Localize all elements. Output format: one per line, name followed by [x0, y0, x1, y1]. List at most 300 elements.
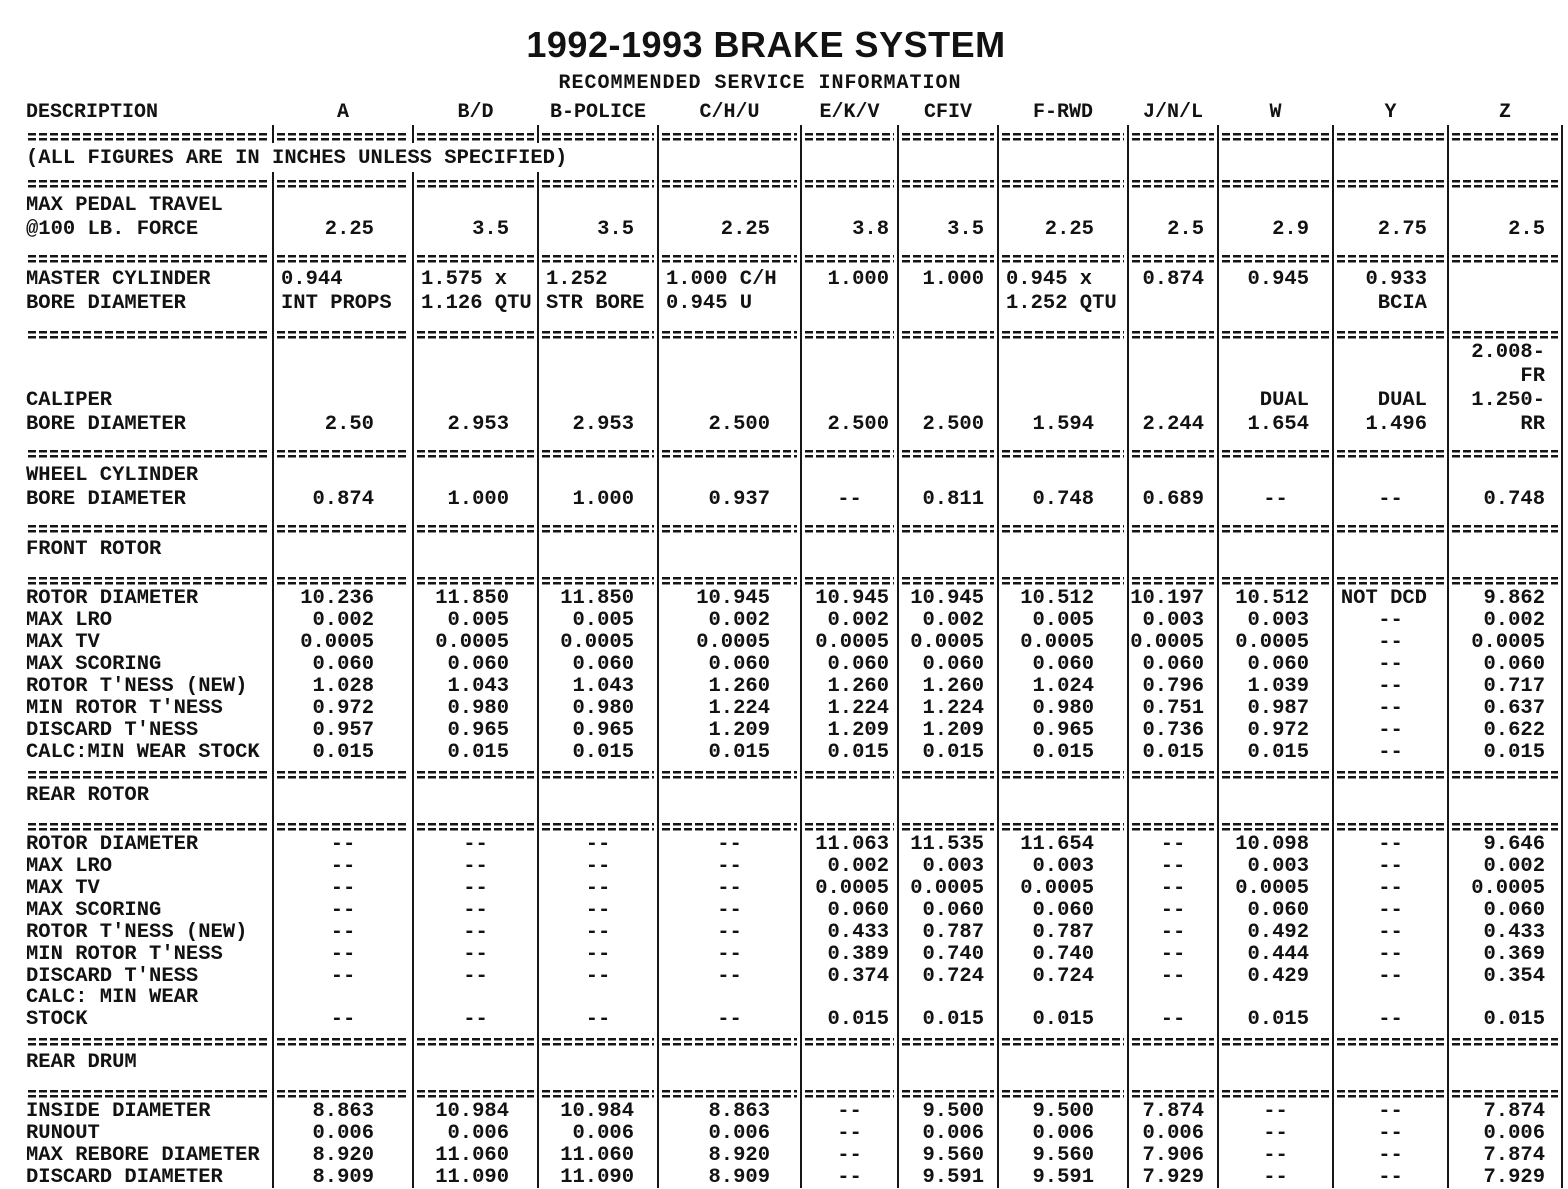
row-label: MASTER CYLINDER BORE DIAMETER — [26, 268, 211, 315]
cell-value: -- — [1333, 899, 1448, 921]
cell-value: 0.945 x 1.252 QTU — [998, 265, 1128, 323]
cell-value: 0.015 — [801, 987, 898, 1030]
cell-value: -- — [413, 899, 538, 921]
cell-value: 0.444 — [1218, 943, 1333, 965]
cell-value: -- — [538, 965, 658, 987]
empty-cell — [898, 535, 998, 569]
cell-value: 9.500 — [898, 1100, 998, 1122]
cell-value: 0.389 — [801, 943, 898, 965]
cell-value: 1.209 — [801, 719, 898, 741]
separator-dashes — [538, 1030, 658, 1048]
separator-dashes — [538, 323, 658, 341]
cell-value: -- — [273, 899, 413, 921]
section-title: REAR DRUM — [26, 1051, 137, 1074]
empty-cell — [658, 143, 801, 172]
cell-value: 10.197 — [1128, 587, 1218, 609]
separator-dashes — [658, 125, 801, 143]
cell-value: 0.015 — [1218, 987, 1333, 1030]
cell-value: 0.0005 — [801, 877, 898, 899]
separator-dashes — [1218, 815, 1333, 833]
cell-value: 0.0005 — [1128, 631, 1218, 653]
cell-value: 2.5 — [1128, 190, 1218, 247]
table-row — [25, 653, 1562, 675]
cell-value: 7.874 — [1448, 1144, 1562, 1166]
separator-dashes — [1448, 442, 1562, 460]
cell-value: 1.209 — [658, 719, 801, 741]
cell-value: 9.862 — [1448, 587, 1562, 609]
table-row — [25, 609, 1562, 631]
cell-value: 3.8 — [801, 190, 898, 247]
empty-cell — [1333, 781, 1448, 815]
separator-dashes — [898, 517, 998, 535]
brake-spec-table — [25, 94, 1563, 1188]
row-label: MAX SCORING — [26, 652, 162, 676]
separator-dashes — [1333, 569, 1448, 587]
cell-value: 1.000 — [413, 460, 538, 517]
cell-value: -- — [413, 877, 538, 899]
cell-value: 1.028 — [273, 675, 413, 697]
separator-dashes — [273, 442, 413, 460]
page-title: 1992-1993 BRAKE SYSTEM — [526, 24, 1006, 65]
cell-value: 3.5 — [538, 190, 658, 247]
cell-value: 0.006 — [1448, 1122, 1562, 1144]
separator-dashes — [998, 763, 1128, 781]
table-row — [25, 899, 1562, 921]
separator-dashes — [538, 172, 658, 190]
separator-dashes — [898, 247, 998, 265]
row-label: MAX LRO — [26, 608, 113, 632]
table-row — [25, 323, 1562, 341]
separator-dashes — [273, 125, 413, 143]
cell-value: 0.003 — [998, 855, 1128, 877]
separator-dashes — [998, 125, 1128, 143]
table-row — [25, 1122, 1562, 1144]
separator-dashes — [1218, 125, 1333, 143]
cell-value: 2.25 — [273, 190, 413, 247]
separator-dashes — [801, 569, 898, 587]
cell-value: 11.535 — [898, 833, 998, 855]
separator-dashes — [898, 569, 998, 587]
separator-dashes — [801, 815, 898, 833]
cell-value: -- — [1128, 899, 1218, 921]
cell-value: 0.717 — [1448, 675, 1562, 697]
table-row — [25, 442, 1562, 460]
separator-dashes — [898, 172, 998, 190]
column-header: A — [336, 101, 349, 124]
separator-dashes — [1128, 763, 1218, 781]
cell-value: 0.0005 — [998, 631, 1128, 653]
cell-value: -- — [1333, 921, 1448, 943]
separator-dashes — [801, 1030, 898, 1048]
separator-dashes — [1218, 323, 1333, 341]
cell-value: 0.060 — [538, 653, 658, 675]
cell-value: 8.863 — [273, 1100, 413, 1122]
cell-value: -- — [801, 1144, 898, 1166]
cell-value: NOT DCD — [1333, 587, 1448, 609]
cell-value: 2.50 — [273, 341, 413, 442]
separator-dashes — [413, 815, 538, 833]
cell-value: -- — [413, 965, 538, 987]
empty-cell — [801, 781, 898, 815]
cell-value: -- — [1333, 697, 1448, 719]
separator-dashes — [1218, 247, 1333, 265]
separator-dashes — [273, 1082, 413, 1100]
table-row — [25, 781, 1562, 815]
separator-dashes — [801, 763, 898, 781]
cell-value: -- — [658, 877, 801, 899]
empty-cell — [1128, 781, 1218, 815]
cell-value: 0.811 — [898, 460, 998, 517]
cell-value: 11.060 — [413, 1144, 538, 1166]
separator-dashes — [25, 763, 273, 781]
column-header: J/N/L — [1142, 101, 1203, 124]
cell-value: 0.944 INT PROPS — [273, 265, 413, 323]
cell-value: 2.25 — [658, 190, 801, 247]
table-row — [25, 833, 1562, 855]
separator-dashes — [538, 125, 658, 143]
cell-value: 1.000 — [538, 460, 658, 517]
separator-dashes — [538, 815, 658, 833]
cell-value: 7.874 — [1448, 1100, 1562, 1122]
cell-value: -- — [1218, 1100, 1333, 1122]
cell-value: 1.252 STR BORE — [538, 265, 658, 323]
cell-value: 0.060 — [1448, 653, 1562, 675]
cell-value: 0.002 — [1448, 855, 1562, 877]
cell-value: 9.560 — [998, 1144, 1128, 1166]
cell-value: -- — [1128, 921, 1218, 943]
cell-value: 0.0005 — [898, 877, 998, 899]
separator-dashes — [658, 569, 801, 587]
cell-value: 0.006 — [658, 1122, 801, 1144]
cell-value: -- — [1333, 1122, 1448, 1144]
cell-value: 1.224 — [658, 697, 801, 719]
empty-cell — [898, 143, 998, 172]
cell-value: -- — [1218, 1144, 1333, 1166]
cell-value: 0.492 — [1218, 921, 1333, 943]
empty-cell — [1448, 781, 1562, 815]
separator-dashes — [658, 442, 801, 460]
table-row — [25, 1082, 1562, 1100]
cell-value: -- — [1333, 675, 1448, 697]
cell-value: 2.244 — [1128, 341, 1218, 442]
column-header: E/K/V — [819, 101, 880, 124]
separator-dashes — [658, 323, 801, 341]
separator-dashes — [413, 442, 538, 460]
cell-value: 0.060 — [898, 653, 998, 675]
empty-cell — [538, 535, 658, 569]
separator-dashes — [25, 125, 273, 143]
cell-value: 0.0005 — [273, 631, 413, 653]
table-row — [25, 460, 1562, 517]
cell-value: 2.953 — [538, 341, 658, 442]
cell-value: 0.0005 — [898, 631, 998, 653]
cell-value: 0.980 — [538, 697, 658, 719]
column-header: B-POLICE — [549, 101, 646, 124]
separator-dashes — [413, 172, 538, 190]
cell-value: -- — [1128, 855, 1218, 877]
cell-value: 0.060 — [1218, 653, 1333, 675]
separator-dashes — [413, 125, 538, 143]
cell-value: 0.0005 — [658, 631, 801, 653]
separator-dashes — [273, 815, 413, 833]
cell-value: 7.874 — [1128, 1100, 1218, 1122]
cell-value: 0.787 — [998, 921, 1128, 943]
cell-value: -- — [801, 1122, 898, 1144]
separator-dashes — [538, 763, 658, 781]
cell-value: 0.006 — [538, 1122, 658, 1144]
cell-value: -- — [538, 899, 658, 921]
separator-dashes — [273, 172, 413, 190]
separator-dashes — [1218, 442, 1333, 460]
table-row — [25, 631, 1562, 653]
cell-value: -- — [1128, 833, 1218, 855]
table-row — [25, 815, 1562, 833]
separator-dashes — [413, 517, 538, 535]
cell-value: 9.500 — [998, 1100, 1128, 1122]
cell-value: -- — [413, 921, 538, 943]
cell-value: 1.260 — [898, 675, 998, 697]
cell-value: 0.060 — [801, 899, 898, 921]
cell-value: -- — [1218, 460, 1333, 517]
separator-dashes — [898, 442, 998, 460]
empty-cell — [1128, 1048, 1218, 1082]
separator-dashes — [1128, 442, 1218, 460]
cell-value: -- — [1218, 1166, 1333, 1188]
cell-value: 11.850 — [413, 587, 538, 609]
cell-value: 0.787 — [898, 921, 998, 943]
table-row — [25, 877, 1562, 899]
cell-value: 3.5 — [413, 190, 538, 247]
cell-value: 0.980 — [413, 697, 538, 719]
cell-value: 0.937 — [658, 460, 801, 517]
row-label: MAX TV — [26, 630, 100, 654]
row-label: WHEEL CYLINDER BORE DIAMETER — [26, 464, 199, 511]
separator-dashes — [538, 569, 658, 587]
cell-value: 0.060 — [1448, 899, 1562, 921]
cell-value: -- — [658, 855, 801, 877]
cell-value: 0.002 — [801, 855, 898, 877]
empty-cell — [1333, 535, 1448, 569]
cell-value: 9.560 — [898, 1144, 998, 1166]
separator-dashes — [1128, 172, 1218, 190]
table-row — [25, 1144, 1562, 1166]
cell-value: 0.060 — [998, 653, 1128, 675]
table-row — [25, 190, 1562, 247]
cell-value: 0.060 — [1218, 899, 1333, 921]
cell-value: 10.945 — [658, 587, 801, 609]
cell-value: 0.015 — [998, 987, 1128, 1030]
separator-dashes — [1448, 815, 1562, 833]
empty-cell — [1128, 143, 1218, 172]
table-row — [25, 94, 1562, 125]
separator-dashes — [413, 1082, 538, 1100]
cell-value: 0.748 — [998, 460, 1128, 517]
cell-value: 0.972 — [1218, 719, 1333, 741]
table-row — [25, 987, 1562, 1030]
cell-value: -- — [1333, 987, 1448, 1030]
cell-value: 10.945 — [898, 587, 998, 609]
separator-dashes — [1218, 517, 1333, 535]
cell-value: 0.933 BCIA — [1333, 265, 1448, 323]
empty-cell — [413, 1048, 538, 1082]
column-header: W — [1269, 101, 1282, 124]
cell-value: -- — [1128, 943, 1218, 965]
section-title: REAR ROTOR — [26, 784, 150, 807]
separator-dashes — [898, 815, 998, 833]
cell-value: 0.748 — [1448, 460, 1562, 517]
row-label: MAX REBORE DIAMETER — [26, 1143, 260, 1167]
separator-dashes — [1333, 1030, 1448, 1048]
separator-dashes — [1333, 323, 1448, 341]
cell-value: 0.987 — [1218, 697, 1333, 719]
cell-value: -- — [1333, 609, 1448, 631]
separator-dashes — [1128, 815, 1218, 833]
separator-dashes — [658, 815, 801, 833]
cell-value: 0.060 — [1128, 653, 1218, 675]
cell-value: 0.751 — [1128, 697, 1218, 719]
cell-value: 11.060 — [538, 1144, 658, 1166]
cell-value: 0.015 — [1448, 987, 1562, 1030]
row-label: MAX LRO — [26, 854, 113, 878]
column-header: Z — [1498, 101, 1511, 124]
table-row — [25, 1166, 1562, 1188]
cell-value: 0.060 — [998, 899, 1128, 921]
cell-value: 9.591 — [998, 1166, 1128, 1188]
empty-cell — [1128, 535, 1218, 569]
separator-dashes — [25, 442, 273, 460]
cell-value: 10.512 — [1218, 587, 1333, 609]
separator-dashes — [801, 442, 898, 460]
column-header: F-RWD — [1032, 101, 1093, 124]
separator-dashes — [898, 763, 998, 781]
separator-dashes — [1128, 517, 1218, 535]
cell-value: -- — [1333, 741, 1448, 763]
cell-value: 0.015 — [658, 741, 801, 763]
cell-value: 0.015 — [1448, 741, 1562, 763]
separator-dashes — [658, 247, 801, 265]
empty-cell — [998, 143, 1128, 172]
separator-dashes — [25, 247, 273, 265]
separator-dashes — [1448, 172, 1562, 190]
cell-value: -- — [1333, 1100, 1448, 1122]
cell-value: DUAL 1.654 — [1218, 341, 1333, 442]
separator-dashes — [1128, 569, 1218, 587]
empty-cell — [898, 781, 998, 815]
separator-dashes — [1448, 323, 1562, 341]
cell-value: 1.000 — [801, 265, 898, 323]
separator-dashes — [1218, 1030, 1333, 1048]
separator-dashes — [25, 517, 273, 535]
cell-value: 2.500 — [801, 341, 898, 442]
cell-value: 0.689 — [1128, 460, 1218, 517]
separator-dashes — [998, 323, 1128, 341]
table-row — [25, 125, 1562, 143]
separator-dashes — [1333, 247, 1448, 265]
units-note: (ALL FIGURES ARE IN INCHES UNLESS SPECIFIED) — [26, 147, 568, 170]
table-row — [25, 921, 1562, 943]
separator-dashes — [898, 323, 998, 341]
cell-value: 0.002 — [658, 609, 801, 631]
separator-dashes — [273, 569, 413, 587]
cell-value: -- — [1333, 833, 1448, 855]
cell-value: 0.015 — [538, 741, 658, 763]
cell-value: 0.015 — [273, 741, 413, 763]
cell-value: 0.006 — [413, 1122, 538, 1144]
cell-value: 0.015 — [801, 741, 898, 763]
empty-cell — [273, 1048, 413, 1082]
cell-value: 0.006 — [273, 1122, 413, 1144]
column-header: DESCRIPTION — [26, 101, 159, 124]
empty-cell — [1218, 781, 1333, 815]
separator-dashes — [801, 1082, 898, 1100]
separator-dashes — [1333, 1082, 1448, 1100]
cell-value: 7.929 — [1448, 1166, 1562, 1188]
separator-dashes — [538, 517, 658, 535]
row-label: ROTOR T'NESS (NEW) — [26, 674, 248, 698]
cell-value: 0.0005 — [801, 631, 898, 653]
separator-dashes — [998, 815, 1128, 833]
cell-value: -- — [273, 987, 413, 1030]
separator-dashes — [25, 172, 273, 190]
cell-value: 0.0005 — [998, 877, 1128, 899]
cell-value: -- — [538, 987, 658, 1030]
cell-value: 11.090 — [413, 1166, 538, 1188]
cell-value: 10.984 — [538, 1100, 658, 1122]
cell-value: 0.015 — [898, 987, 998, 1030]
separator-dashes — [658, 1030, 801, 1048]
separator-dashes — [801, 323, 898, 341]
separator-dashes — [1128, 125, 1218, 143]
separator-dashes — [998, 247, 1128, 265]
separator-dashes — [25, 323, 273, 341]
cell-value: 0.060 — [898, 899, 998, 921]
table-row — [25, 855, 1562, 877]
separator-dashes — [1333, 125, 1448, 143]
empty-cell — [658, 781, 801, 815]
separator-dashes — [1333, 442, 1448, 460]
table-row — [25, 763, 1562, 781]
cell-value: -- — [658, 833, 801, 855]
cell-value: -- — [273, 965, 413, 987]
separator-dashes — [1128, 247, 1218, 265]
cell-value: -- — [273, 877, 413, 899]
table-row — [25, 1048, 1562, 1082]
separator-dashes — [1333, 517, 1448, 535]
separator-dashes — [1128, 1082, 1218, 1100]
separator-dashes — [1448, 125, 1562, 143]
cell-value: 0.060 — [801, 653, 898, 675]
row-label: ROTOR T'NESS (NEW) — [26, 920, 248, 944]
separator-dashes — [1448, 1030, 1562, 1048]
cell-value: -- — [1333, 965, 1448, 987]
table-row — [25, 675, 1562, 697]
separator-dashes — [413, 763, 538, 781]
cell-value: 0.002 — [273, 609, 413, 631]
cell-value — [1448, 265, 1562, 323]
table-row — [25, 1100, 1562, 1122]
separator-dashes — [1448, 569, 1562, 587]
cell-value: 0.0005 — [538, 631, 658, 653]
table-row — [25, 517, 1562, 535]
separator-dashes — [273, 1030, 413, 1048]
cell-value: 1.000 C/H 0.945 U — [658, 265, 801, 323]
cell-value: 0.622 — [1448, 719, 1562, 741]
separator-dashes — [1128, 323, 1218, 341]
cell-value: 0.060 — [413, 653, 538, 675]
cell-value: 9.591 — [898, 1166, 998, 1188]
cell-value: 2.25 — [998, 190, 1128, 247]
cell-value: -- — [801, 1100, 898, 1122]
